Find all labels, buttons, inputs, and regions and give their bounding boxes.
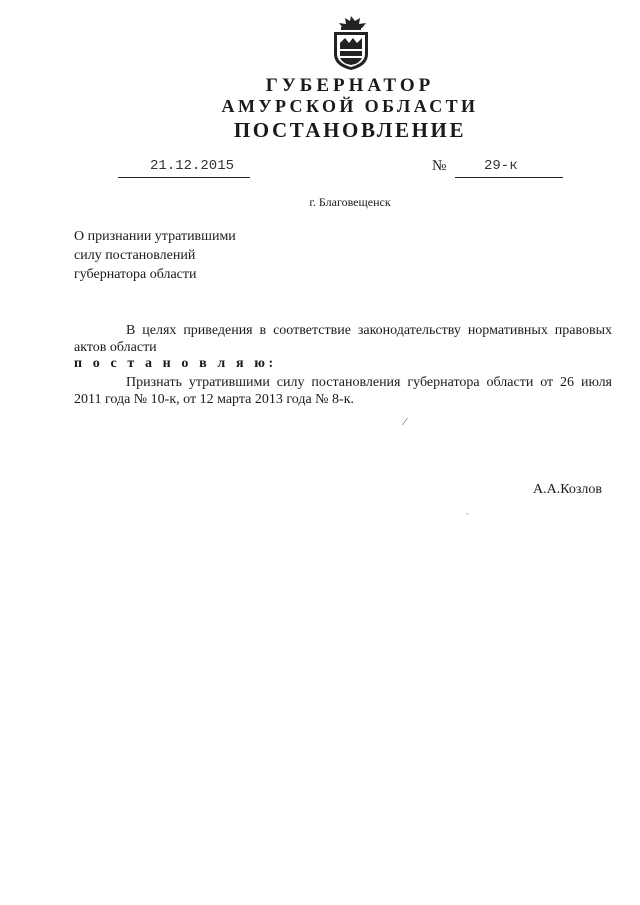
document-type-title: ПОСТАНОВЛЕНИЕ [233, 118, 467, 142]
governor-title: ГУБЕРНАТОР [265, 75, 435, 96]
subject-line: силу постановлений [74, 248, 196, 263]
document-number: 29-к [484, 158, 518, 174]
preamble-paragraph: В целях приведения в соответствие законодательству нормативных правовых актов области [74, 323, 612, 355]
number-sign: № [432, 158, 447, 174]
scan-mark: ˋ [466, 512, 469, 521]
subject-line: губернатора области [74, 267, 197, 282]
document-subject [74, 227, 314, 284]
resolution-paragraph: Признать утратившими силу постановления губернатора области от 26 июля 2011 года № 10-к, от 12 марта 2013 года № 8-к. [74, 375, 612, 407]
signature-name: А.А.Козлов [533, 482, 602, 497]
region-title: АМУРСКОЙ ОБЛАСТИ [221, 96, 479, 116]
coat-of-arms-icon [329, 14, 373, 72]
scan-mark: ⁄ [404, 416, 406, 428]
resolve-heading: п о с т а н о в л я ю: [74, 356, 277, 371]
document-date: 21.12.2015 [150, 158, 235, 174]
city-name: г. Благовещенск [309, 195, 391, 209]
subject-line: О признании утратившими [74, 229, 236, 244]
